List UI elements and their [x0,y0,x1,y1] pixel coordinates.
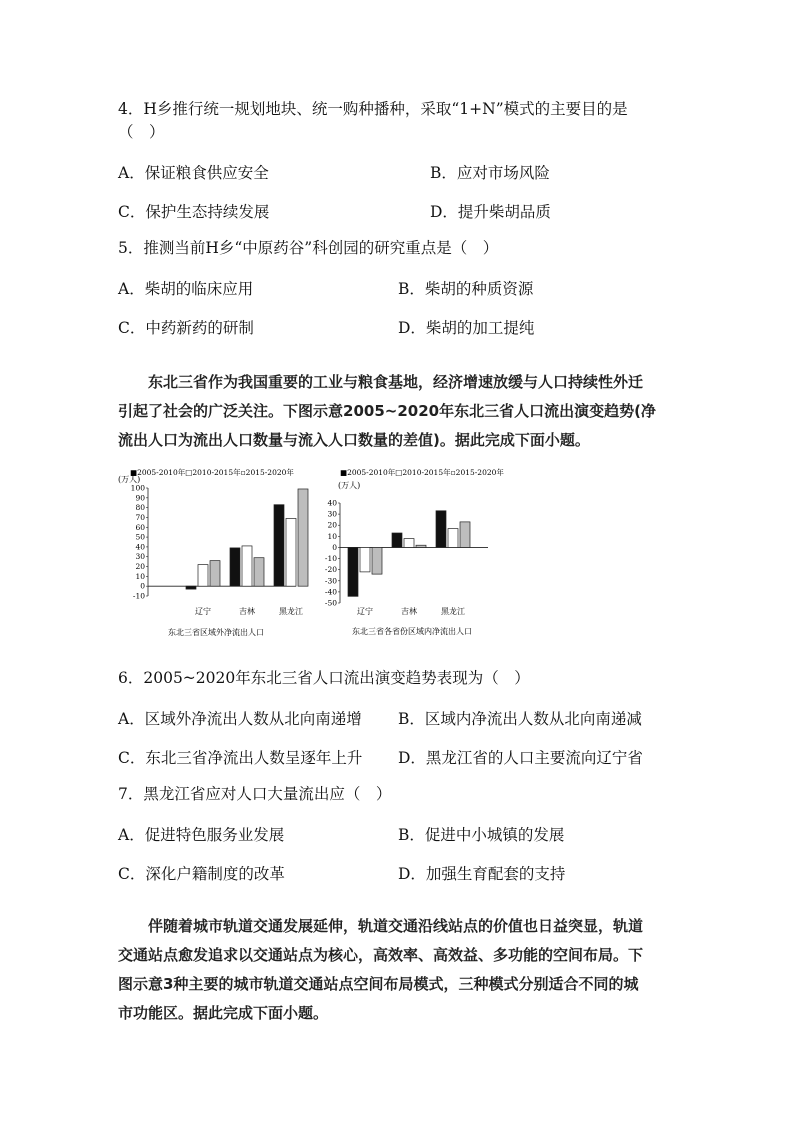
chart-y-tick-label: 50 [135,532,145,542]
q6-option-c: C．东北三省净流出人数呈逐年上升 [118,749,363,767]
chart-bar [436,511,446,548]
chart-category-label: 辽宁 [195,607,211,616]
chart-bar [460,522,470,548]
chart-y-tick-label: -10 [324,554,337,564]
chart-y-tick-label: -40 [324,587,337,597]
passage-northeast [118,368,678,455]
q4-option-d: D．提升柴胡品质 [430,203,551,221]
q4-option-c: C．保护生态持续发展 [118,203,270,221]
q4-option-b: B．应对市场风险 [430,164,550,182]
chart-y-tick-label: 10 [327,531,337,541]
chart-category-label: 黑龙江 [279,607,303,616]
passage2-line3: 图示意3种主要的城市轨道交通站点空间布局模式，三种模式分别适合不同的城 [118,975,639,993]
chart-category-label: 吉林 [401,607,417,616]
chart-y-tick-label: 100 [130,483,145,493]
q7-option-a: A．促进特色服务业发展 [118,826,285,844]
chart-y-tick-label: -50 [324,598,337,608]
q4-bracket: （ ） [118,123,165,141]
q5-option-d: D．柴胡的加工提纯 [398,319,535,337]
chart-bar [186,586,196,589]
chart-y-tick-label: 90 [135,493,145,503]
chart-y-tick-label: 30 [327,509,337,519]
q7-option-d: D．加强生育配套的支持 [398,865,566,883]
chart-y-tick-label: -20 [324,565,337,575]
chart-bar [242,546,252,586]
chart-bar [230,548,240,586]
chart-y-tick-label: 70 [135,512,145,522]
chart-y-tick-label: -30 [324,576,337,586]
chart-y-tick-label: 40 [135,542,145,552]
chart-y-tick-label: 20 [327,520,337,530]
passage1-line1: 东北三省作为我国重要的工业与粮食基地，经济增速放缓与人口持续性外迁 [148,373,644,391]
chart-y-tick-label: 30 [135,552,145,562]
chart-bar [392,533,402,547]
chart-y-tick-label: -10 [132,591,145,601]
chart-bar [404,539,414,548]
chart-category-label: 吉林 [239,607,255,616]
chart-outflow-external [116,466,316,641]
q4-stem: 4．H乡推行统一规划地块、统一购种播种，采取“1+N”模式的主要目的是 [118,100,628,118]
q7-stem: 7．黑龙江省应对人口大量流出应（ ） [118,785,392,803]
chart-y-tick-label: 0 [140,581,145,591]
chart-bar [210,561,220,587]
q5-option-b: B．柴胡的种质资源 [398,280,534,298]
passage-rail-transit [118,912,678,1028]
q6-option-d: D．黑龙江省的人口主要流向辽宁省 [398,749,643,767]
chart-bar [348,547,358,596]
chart-unit-label: (万人) [118,475,141,484]
chart-bar [198,565,208,587]
chart-bar [416,545,426,547]
q6-option-a: A．区域外净流出人数从北向南递增 [118,710,362,728]
passage2-line4: 市功能区。据此完成下面小题。 [118,1004,329,1022]
chart-y-tick-label: 80 [135,503,145,513]
chart-bar [372,547,382,574]
chart-legend: ■2005-2010年□2010-2015年▫2015-2020年 [340,468,504,477]
passage1-line2: 引起了社会的广泛关注。下图示意2005~2020年东北三省人口流出演变趋势(净 [118,402,656,420]
chart-bar [274,505,284,586]
q5-option-c: C．中药新药的研制 [118,319,254,337]
chart-bar [254,558,264,586]
chart-category-label: 辽宁 [357,607,373,616]
q5-option-a: A．柴胡的临床应用 [118,280,254,298]
chart-bar [286,518,296,586]
q6-stem: 6．2005~2020年东北三省人口流出演变趋势表现为（ ） [118,669,530,687]
chart-y-tick-label: 0 [332,542,337,552]
q5-stem: 5．推测当前H乡“中原药谷”科创园的研究重点是（ ） [118,239,499,257]
chart-y-tick-label: 40 [327,498,337,508]
chart-y-tick-label: 20 [135,562,145,572]
chart-legend: ■2005-2010年□2010-2015年▫2015-2020年 [130,468,294,477]
q4-option-a: A．保证粮食供应安全 [118,164,269,182]
passage1-line3: 流出人口为流出人口数量与流入人口数量的差值)。据此完成下面小题。 [118,431,590,449]
chart-y-tick-label: 60 [135,522,145,532]
q7-option-b: B．促进中小城镇的发展 [398,826,565,844]
passage2-line1: 伴随着城市轨道交通发展延伸，轨道交通沿线站点的价值也日益突显，轨道 [148,917,644,935]
passage2-line2: 交通站点愈发追求以交通站点为核心，高效率、高效益、多功能的空间布局。下 [118,946,644,964]
chart-bar [448,529,458,548]
chart-bar [298,489,308,586]
chart-y-tick-label: 10 [135,571,145,581]
chart-title: 东北三省各省份区域内净流出人口 [352,627,472,636]
chart-outflow-internal [324,466,505,641]
q6-option-b: B．区域内净流出人数从北向南递减 [398,710,642,728]
q7-option-c: C．深化户籍制度的改革 [118,865,285,883]
chart-unit-label: (万人) [338,481,361,490]
chart-bar [360,547,370,571]
chart-title: 东北三省区域外净流出人口 [168,628,264,637]
chart-category-label: 黑龙江 [441,607,465,616]
